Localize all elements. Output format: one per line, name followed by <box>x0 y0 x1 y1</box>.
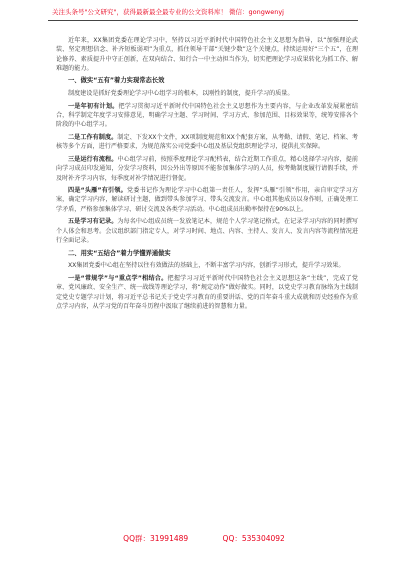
section-1-intro: 制度建设是抓好党委理论学习中心组学习的根本，以刚性的制度，提升学习的质量。 <box>68 90 294 98</box>
qq-label: QQ：535304092 <box>222 534 285 543</box>
qq-group-label: QQ群：31991489 <box>123 534 189 543</box>
point-lead: 三是运行有流程。 <box>68 155 118 163</box>
intro-paragraph: 近年来，XX集团党委在理论学习中，坚持以习近平新时代中国特色社会主义思想为指导，以“加强理论武装、坚定理想信念、补齐短板弱项”为重点，抓住领导干部“关键少数”这个关键点，持续运用好“三个五”，在理论修养、素质提升中守正创新，在双向结合、知行合一中主动担当作为，切实把理论学习成果转化为抓工作、解难题的能力。 <box>56 37 358 72</box>
point-lead: 一是“常规学”与“重点学”相结合。 <box>68 274 168 282</box>
section-1-point-2 <box>56 133 358 152</box>
header-banner: 关注头条号"公文研究"，获得最新最全最专业的公文资料库！ 微信：gongwenyj <box>52 8 284 16</box>
point-text: 中心组学习前，按照季度理论学习配档表，结合近期工作重点，精心选择学习内容，提前向学习成员印发通知，分发学习资料，因公外出等原因不能参加集体学习的人员，按考勤制度履行请假手续，并及时补齐学习内容，每季度对补学情况进行督促。 <box>56 155 358 182</box>
document-body <box>56 36 358 314</box>
point-text: 为每名中心组成员统一发放笔记本，规范个人学习笔记格式，在记录学习内容的同时撰写个人体会和思考。会议组织部门指定专人，对学习时间、地点、内容、主持人、发言人、发言内容等流程情况进行全面记录。 <box>56 218 358 244</box>
section-1-point-4 <box>56 186 358 214</box>
section-heading-1: 一、做实“五有”着力实现常态长效 <box>68 77 165 85</box>
section-heading-2: 二、用实“五结合”着力学懂弄通做实 <box>68 249 171 257</box>
point-text: 把握学习习近平新时代中国特色社会主义思想这条“主线”，完成了党章、党风廉政、安全生产、统一战线等理论学习，将“规定动作”做好做实。同时，以党史学习教育脉络为主线制定党史专题学习计划，将习近平总书记关于党史学习教育的重要讲话、党的百年奋斗重大成就和历史经验作为重点学习内容，从学习党的百年奋斗历程中汲取了继续前进的智慧和力量。 <box>56 274 358 310</box>
point-lead: 一是年初有计划。 <box>68 102 119 110</box>
point-lead: 四是“头雁”有引领。 <box>68 187 127 195</box>
section-2-point-1 <box>56 274 358 311</box>
section-2-intro: XX集团党委中心组在坚持以往有效做法的基础上，不断丰富学习内容，创新学习形式，提升学习效果。 <box>68 262 345 270</box>
point-lead: 五是学习有记录。 <box>68 218 118 226</box>
point-lead: 二是工作有制度。 <box>68 134 118 142</box>
header-divider <box>48 20 358 21</box>
point-text: 制定、下发XX个文件，XX项制度规范和XX个配套方案，从考勤、请假、笔记、档案、考核等多个方面，进行严格要求，为规范落实公司党委中心组及基层党组织理论学习，提供扎实保障。 <box>56 134 358 151</box>
page-footer <box>0 533 408 544</box>
point-text: 党委书记作为理论学习中心组第一责任人，发挥“头雁”引领”作用，亲自审定学习方案，确定学习内容，解读研讨主题，做到带头参加学习、带头交流发言。中心组其他成员以身作则，正确处理工学矛盾，严格参加集体学习、研讨交流及各类学习活动。中心组成员出勤率保持在90%以上。 <box>56 187 358 213</box>
section-1-point-3 <box>56 155 358 183</box>
section-1-point-5 <box>56 217 358 245</box>
point-text: 把学习贯彻习近平新时代中国特色社会主义思想作为主要内容，与企业改革发展紧密结合，科学制定年度学习安排意见，明确学习主题、学习时间、学习方式、参加范围、目标效果等，统筹安排各个阶段的中心组学习。 <box>56 102 359 129</box>
section-1-point-1 <box>56 102 358 130</box>
